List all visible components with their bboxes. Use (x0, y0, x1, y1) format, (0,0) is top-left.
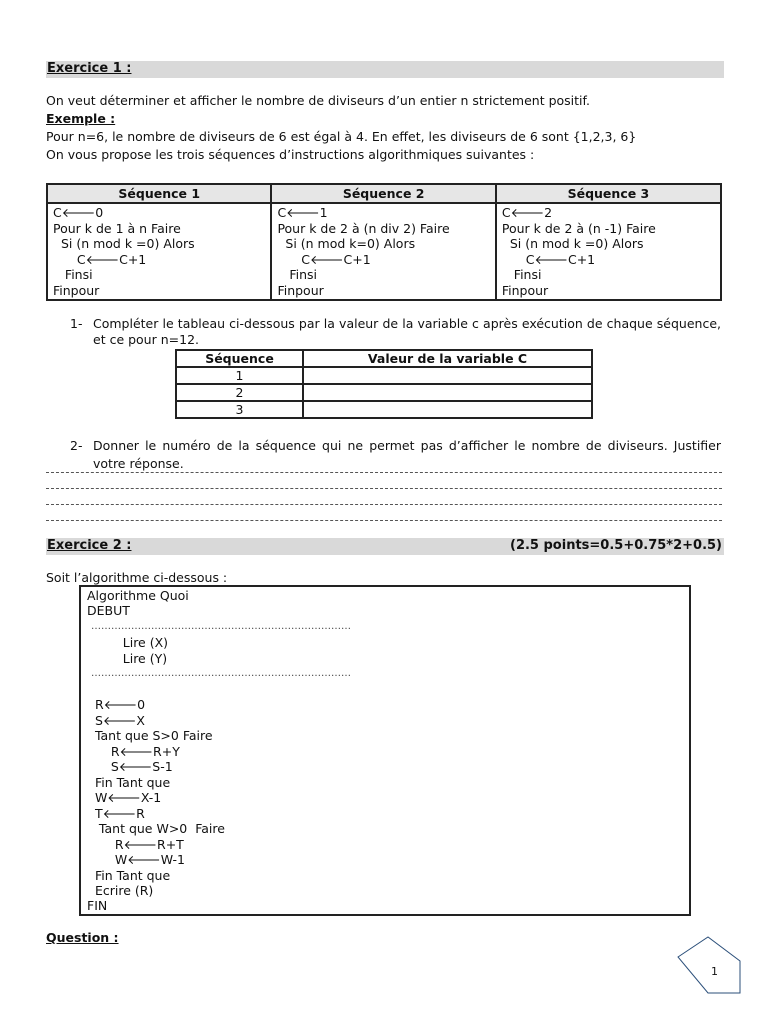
question-2-text-line2: votre réponse. (93, 456, 184, 471)
algo-line: W🡐X-1 (87, 790, 162, 805)
sequence-2-header: Séquence 2 (271, 184, 495, 203)
answer-line[interactable] (46, 520, 722, 521)
sequence-3-header: Séquence 3 (496, 184, 721, 203)
algo-line: W🡐W-1 (87, 852, 186, 867)
question-2-number: 2- (70, 438, 83, 453)
question-1-text-line1: Compléter le tableau ci-dessous par la valeur de la variable c après exécution de chaque séquence, (93, 316, 721, 331)
table-row (176, 367, 592, 384)
example-label: Exemple : (46, 111, 116, 126)
value-table-sequence-cell: 1 (176, 367, 303, 384)
algo-line: Algorithme Quoi (87, 588, 189, 603)
exercise-1-header-band (46, 61, 724, 78)
algo-line: Ecrire (R) (87, 883, 154, 898)
value-table-sequence-cell: 2 (176, 384, 303, 401)
question-1-number: 1- (70, 316, 83, 331)
answer-line[interactable] (46, 488, 722, 489)
value-table-header-value: Valeur de la variable C (303, 350, 592, 367)
sequence-1-code: C🡐0 Pour k de 1 à n Faire Si (n mod k =0) Alors C🡐C+1 Finsi Finpour (47, 203, 271, 300)
exercise-2-title: Exercice 2 : (47, 538, 132, 553)
sequence-1-header: Séquence 1 (47, 184, 271, 203)
algo-line: T🡐R (87, 806, 145, 821)
exercise-1-title: Exercice 1 : (47, 61, 132, 76)
page-number-badge (670, 935, 744, 997)
sequence-3-code: C🡐2 Pour k de 2 à (n -1) Faire Si (n mod k =0) Alors C🡐C+1 Finsi Finpour (496, 203, 721, 300)
value-table-answer-cell[interactable] (303, 384, 592, 401)
algo-line: R🡐R+Y (87, 744, 180, 759)
question-2-text-line1: Donner le numéro de la séquence qui ne permet pas d’afficher le nombre de diviseurs. Justifier (93, 438, 721, 453)
algo-line: Lire (X) (87, 635, 169, 650)
table-row (176, 401, 592, 418)
algo-line: Tant que W>0 Faire (87, 821, 225, 836)
algo-line: S🡐X (87, 713, 145, 728)
example-text: Pour n=6, le nombre de diviseurs de 6 est égal à 4. En effet, les diviseurs de 6 sont {1,2,3, 6} (46, 129, 637, 144)
exercise-2-intro: Soit l’algorithme ci-dessous : (46, 570, 228, 585)
algo-line: S🡐S-1 (87, 759, 173, 774)
answer-line[interactable] (46, 504, 722, 505)
sequences-intro: On vous propose les trois séquences d’instructions algorithmiques suivantes : (46, 147, 535, 162)
algorithm-box (79, 585, 691, 916)
page-number: 1 (711, 965, 718, 978)
answer-line[interactable] (46, 472, 722, 473)
algo-line: DEBUT (87, 603, 130, 618)
algo-line: R🡐0 (87, 697, 146, 712)
sequences-table (46, 183, 722, 301)
algo-line: Tant que S>0 Faire (87, 728, 213, 743)
algo-line: Fin Tant que (87, 775, 171, 790)
value-table-answer-cell[interactable] (303, 401, 592, 418)
value-table-header-sequence: Séquence (176, 350, 303, 367)
value-table-sequence-cell: 3 (176, 401, 303, 418)
sequence-2-code: C🡐1 Pour k de 2 à (n div 2) Faire Si (n mod k=0) Alors C🡐C+1 Finsi Finpour (271, 203, 495, 300)
question-label: Question : (46, 930, 119, 945)
algo-line: Lire (Y) (87, 651, 168, 666)
table-row (176, 384, 592, 401)
value-table-answer-cell[interactable] (303, 367, 592, 384)
algo-line: FIN (87, 898, 108, 913)
question-1-text-line2: et ce pour n=12. (93, 332, 199, 347)
exercise-1-intro: On veut déterminer et afficher le nombre de diviseurs d’un entier n strictement positif. (46, 93, 590, 108)
algo-line: R🡐R+T (87, 837, 184, 852)
exercise-2-points: (2.5 points=0.5+0.75*2+0.5) (510, 538, 722, 553)
value-table (175, 349, 593, 419)
algo-dotted-line[interactable]: …………………………………………………………………… (91, 621, 351, 632)
algo-dotted-line[interactable]: …………………………………………………………………… (91, 668, 351, 679)
algo-line: Fin Tant que (87, 868, 171, 883)
